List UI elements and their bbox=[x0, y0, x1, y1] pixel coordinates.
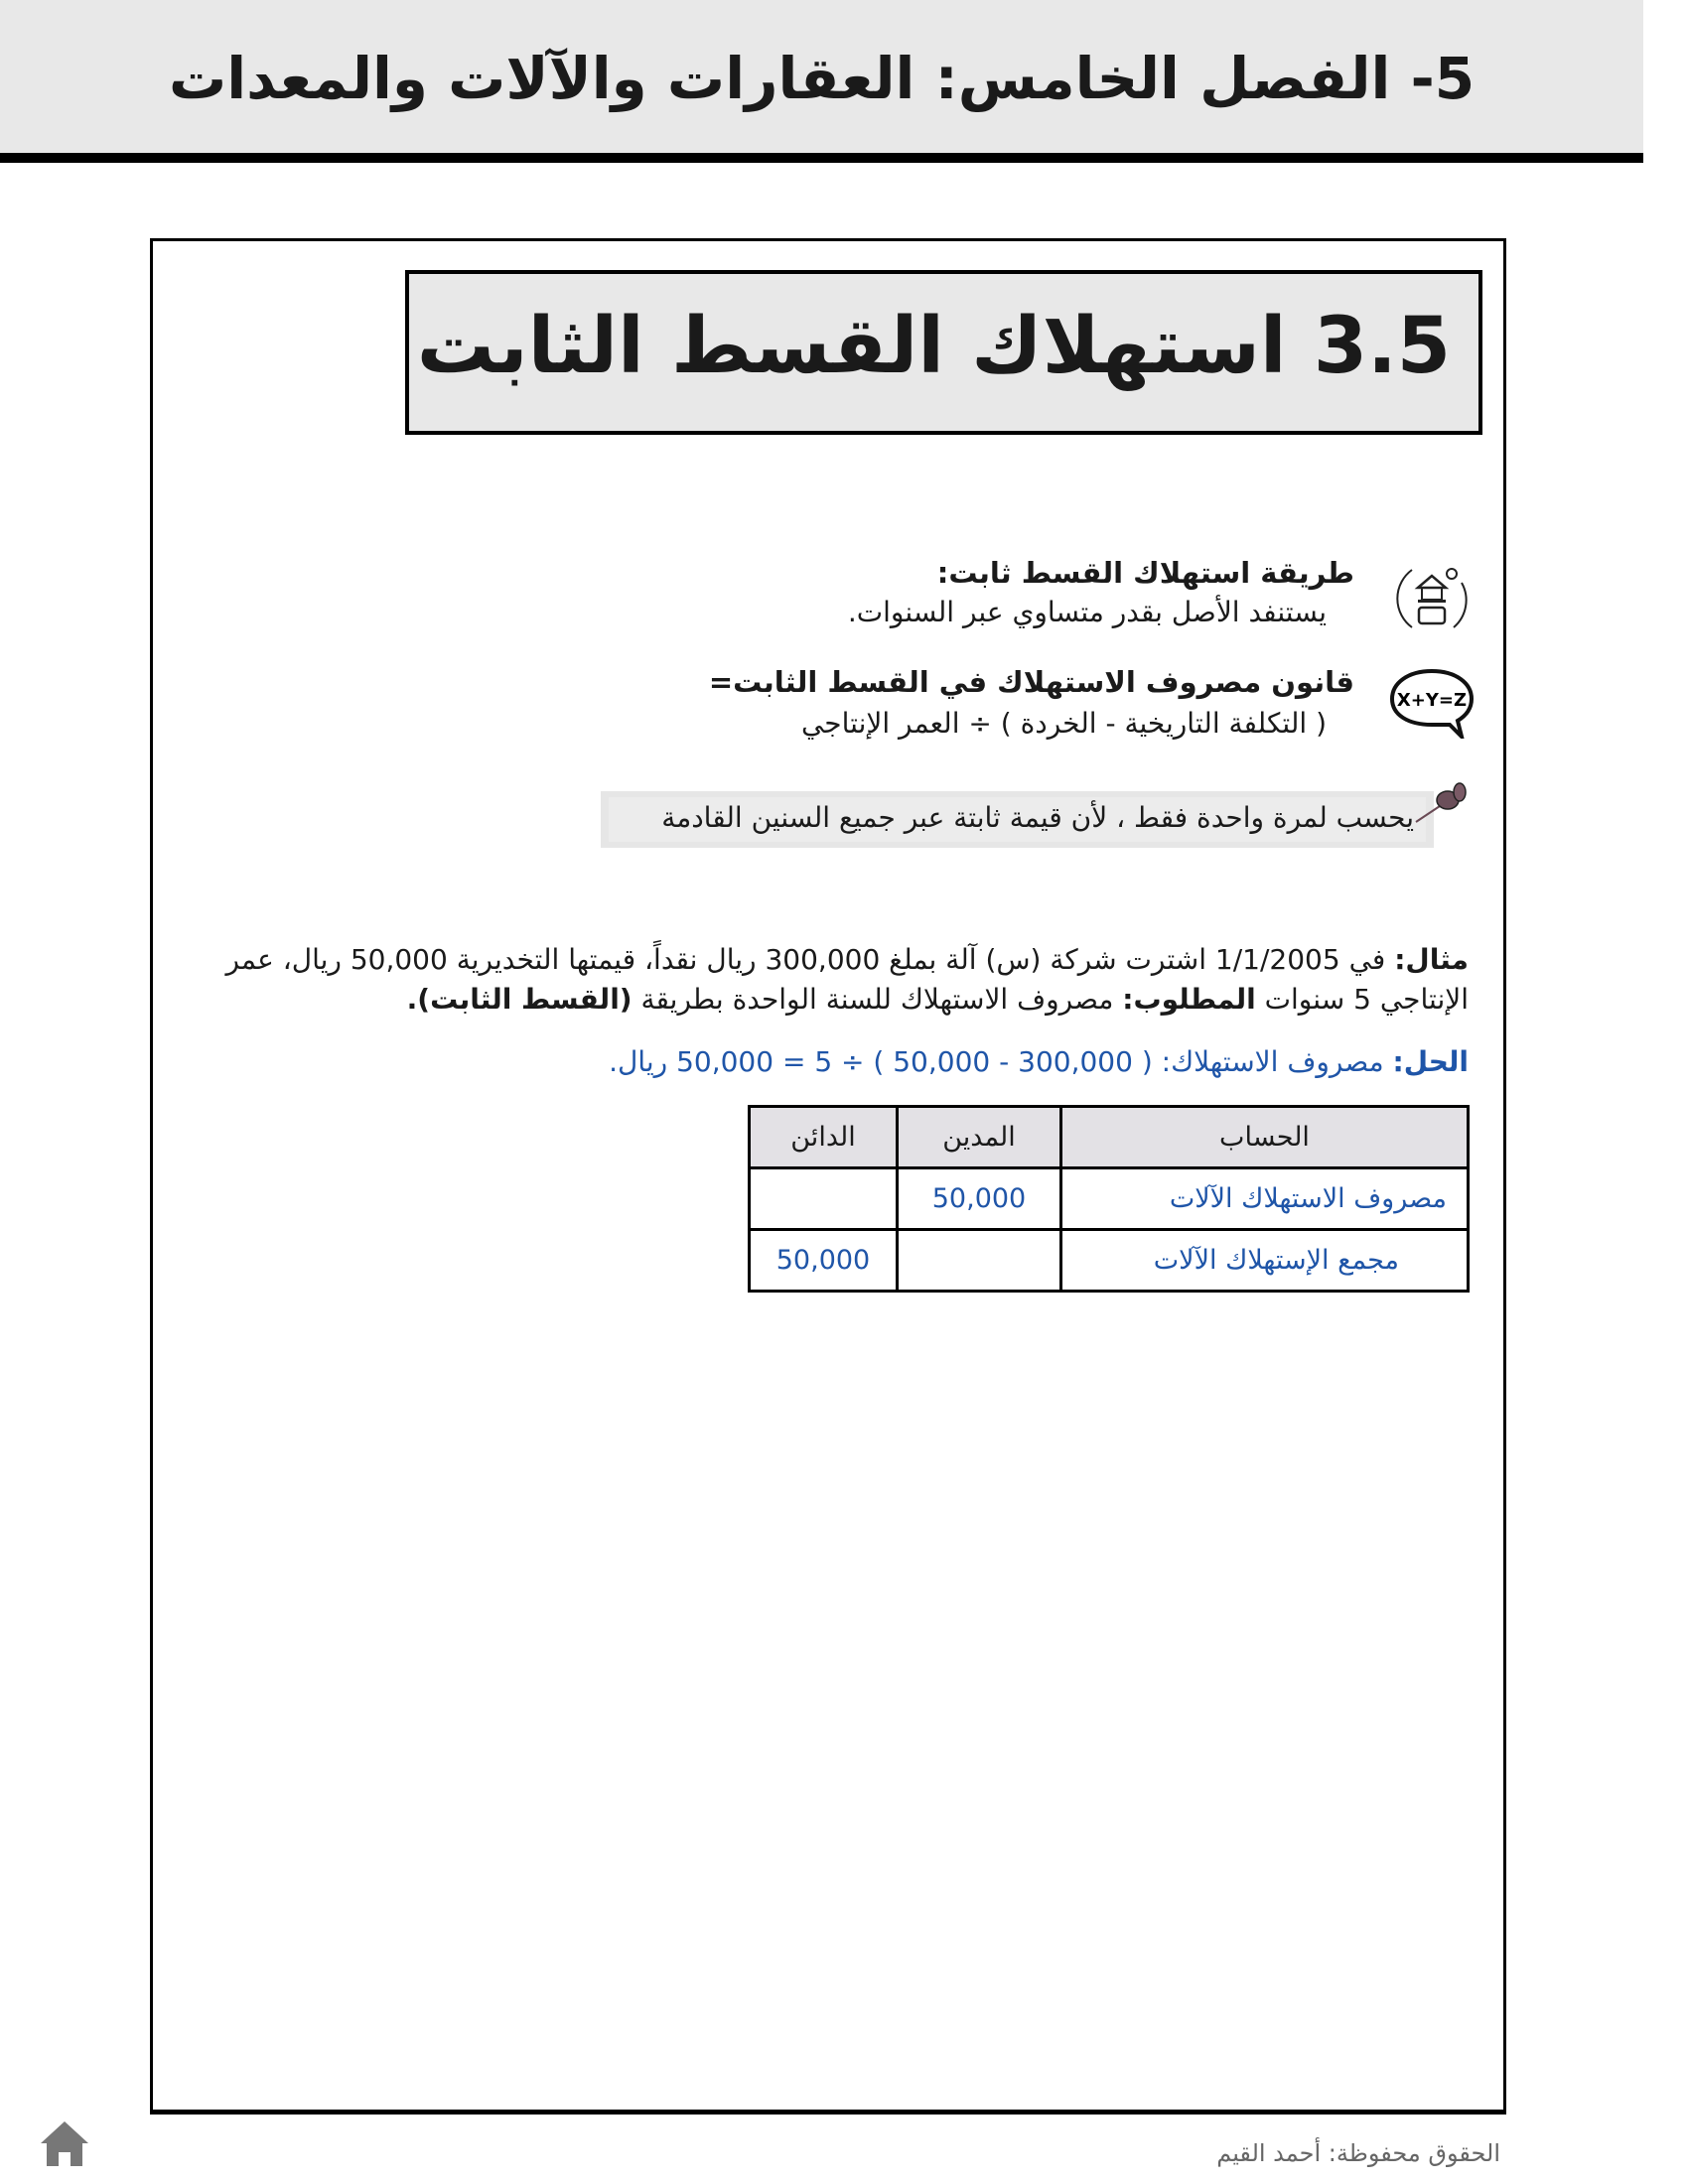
solution-text: مصروف الاستهلاك: ( 300,000 - 50,000 ) ÷ 5 = 50,000 ريال. bbox=[609, 1045, 1393, 1078]
formula-speech-bubble-icon bbox=[1388, 667, 1476, 739]
journal-entry-table bbox=[748, 1105, 1470, 1293]
method-description: يستنفد الأصل بقدر متساوي عبر السنوات. bbox=[847, 596, 1327, 628]
example-line-2 bbox=[407, 983, 1469, 1016]
note-text: يحسب لمرة واحدة فقط ، لأن قيمة ثابتة عبر جميع السنين القادمة bbox=[661, 801, 1414, 834]
example-line-1 bbox=[225, 943, 1469, 976]
pushpin-icon bbox=[1414, 782, 1472, 826]
section-title-box bbox=[405, 270, 1482, 435]
credit-cell bbox=[750, 1168, 898, 1230]
section-title: 3.5 استهلاك القسط الثابت bbox=[416, 302, 1451, 391]
method-name: (القسط الثابت). bbox=[406, 983, 633, 1016]
example-label: مثال: bbox=[1394, 943, 1469, 976]
table-row bbox=[750, 1168, 1469, 1230]
header-divider bbox=[0, 153, 1643, 163]
formula-heading: قانون مصروف الاستهلاك في القسط الثابت= bbox=[708, 665, 1354, 699]
account-cell: مجمع الإستهلاك الآلات bbox=[1061, 1230, 1469, 1292]
table-row bbox=[750, 1230, 1469, 1292]
house-car-cycle-icon bbox=[1392, 558, 1474, 639]
copyright-text: الحقوق محفوظة: أحمد القيم bbox=[1216, 2139, 1500, 2167]
home-icon[interactable] bbox=[38, 2118, 91, 2168]
header-account: الحساب bbox=[1061, 1107, 1469, 1168]
header-credit: الدائن bbox=[750, 1107, 898, 1168]
method-heading: طريقة استهلاك القسط ثابت: bbox=[936, 556, 1354, 590]
svg-text:X+Y=Z: X+Y=Z bbox=[1396, 690, 1468, 711]
debit-cell bbox=[898, 1230, 1061, 1292]
required-label: المطلوب: bbox=[1122, 983, 1256, 1016]
header-debit: المدين bbox=[898, 1107, 1061, 1168]
required-text: مصروف الاستهلاك للسنة الواحدة بطريقة bbox=[632, 983, 1123, 1016]
debit-cell: 50,000 bbox=[898, 1168, 1061, 1230]
example-text: في 1/1/2005 اشترت شركة (س) آلة بملغ 300,000 ريال نقداً، قيمتها التخديرية 50,000 ريال، عمر bbox=[225, 943, 1395, 976]
account-cell: مصروف الاستهلاك الآلات bbox=[1061, 1168, 1469, 1230]
credit-cell: 50,000 bbox=[750, 1230, 898, 1292]
solution-label: الحل: bbox=[1392, 1045, 1469, 1078]
note-box bbox=[601, 791, 1434, 848]
chapter-title: 5- الفصل الخامس: العقارات والآلات والمعدات bbox=[168, 45, 1476, 112]
table-header-row bbox=[750, 1107, 1469, 1168]
solution-line bbox=[609, 1045, 1469, 1078]
example-text-2: الإنتاجي 5 سنوات bbox=[1255, 983, 1469, 1016]
formula-text: ( التكلفة التاريخية - الخردة ) ÷ العمر الإنتاجي bbox=[800, 707, 1327, 740]
